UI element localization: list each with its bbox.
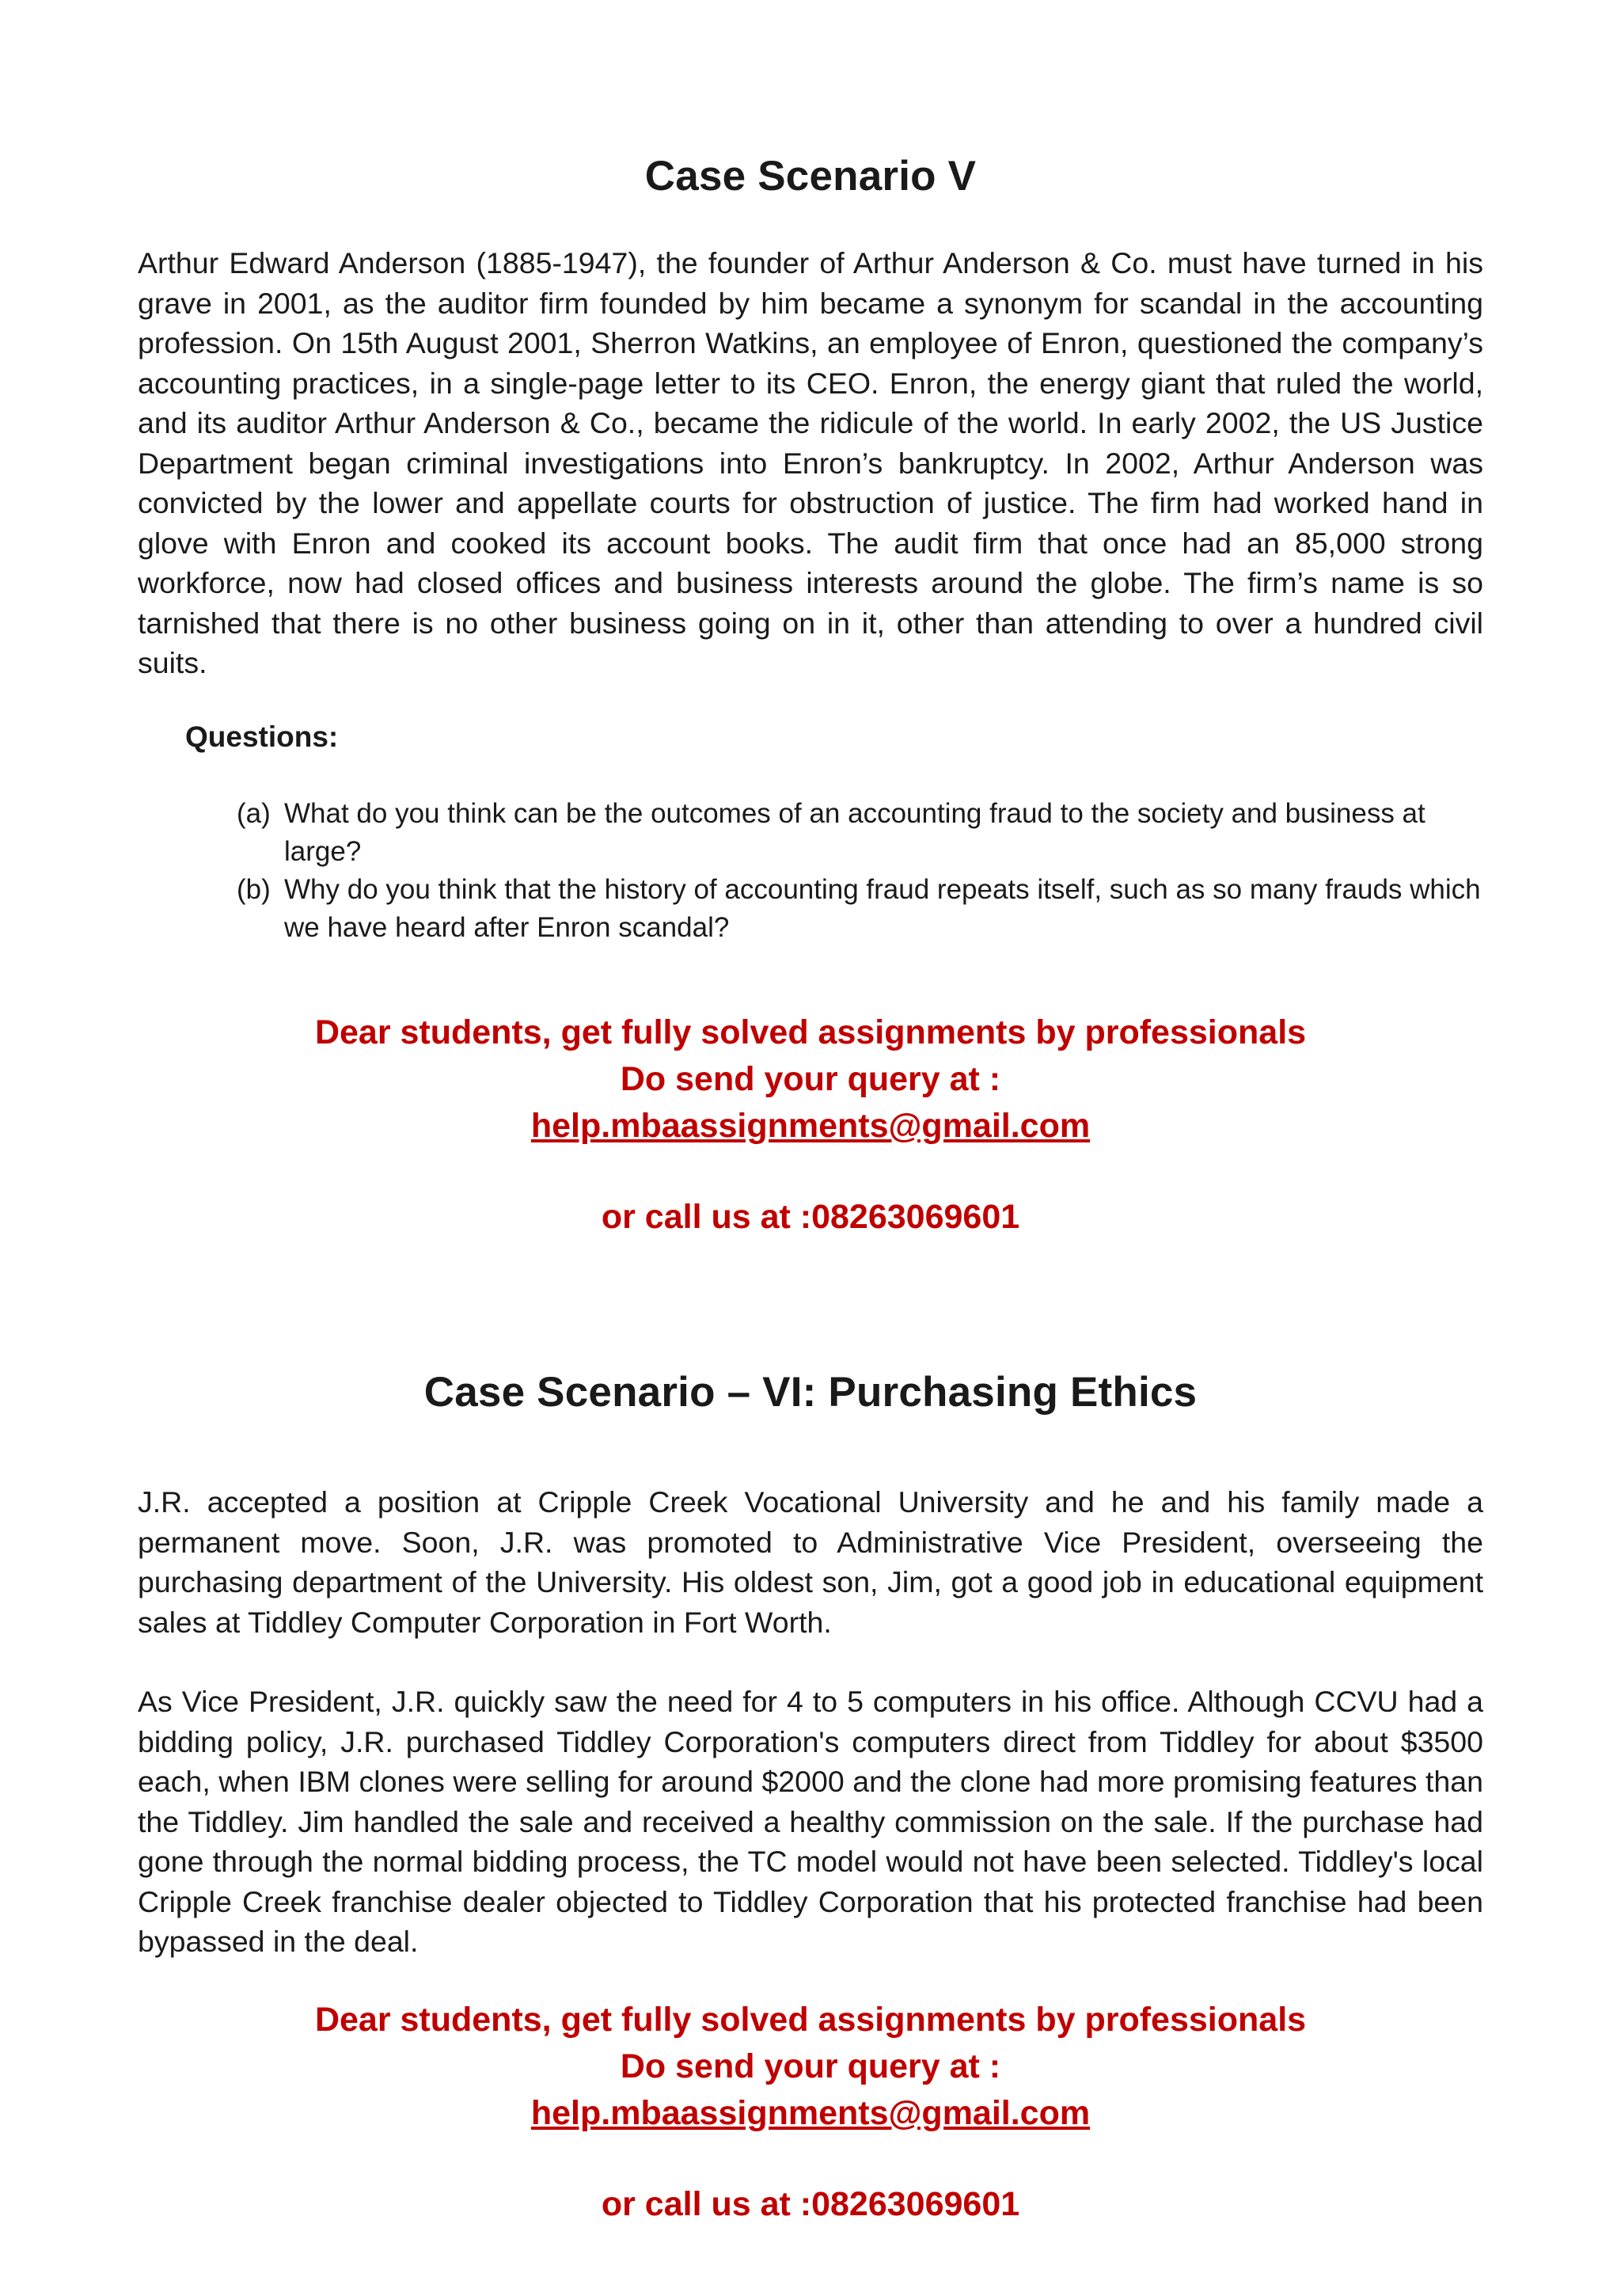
question-item-b (138, 871, 1483, 947)
promo-email-link[interactable]: help.mbaassignments@gmail.com (530, 2094, 1091, 2132)
case-scenario-vi-title: Case Scenario – VI: Purchasing Ethics (423, 1369, 1198, 1416)
case-scenario-vi-paragraph-2: As Vice President, J.R. quickly saw the need for 4 to 5 computers in his office. Although CCVU had a bidding policy, J.R. purchased Tiddley Corporation's computers direct from Tiddley for about $3500 each, when IBM clones were selling for around $2000 and the clone had more promising features than the Tiddley. Jim handled the sale and received a healthy commission on the sale. If the purchase had gone through the normal bidding process, the TC model would not have been selected. Tiddley's local Cripple Creek franchise dealer objected to Tiddley Corporation that his protected franchise had been bypassed in the deal. (138, 1685, 1483, 1958)
promo-query-text: Do send your query at : (620, 1060, 1001, 1098)
promo-headline: Dear students, get fully solved assignments by professionals (314, 2001, 1307, 2039)
promo-query-text: Do send your query at : (620, 2047, 1001, 2085)
question-text: What do you think can be the outcomes of an accounting fraud to the society and business at large? (284, 798, 1425, 867)
question-item-a (138, 795, 1483, 871)
promo-phone-text: or call us at :08263069601 (601, 2185, 1020, 2223)
question-marker: (a) (237, 798, 271, 829)
promo-headline: Dear students, get fully solved assignments by professionals (314, 1013, 1307, 1051)
questions-list (138, 795, 1483, 947)
case-scenario-vi-paragraph-1: J.R. accepted a position at Cripple Creek Vocational University and he and his family made a permanent move. Soon, J.R. was promoted to Administrative Vice President, overseeing the purchasing department of the University. His oldest son, Jim, got a good job in educational equipment sales at Tiddley Computer Corporation in Fort Worth. (138, 1485, 1483, 1639)
promo-block-2 (138, 1997, 1483, 2228)
case-scenario-v-title: Case Scenario V (644, 153, 977, 200)
question-text: Why do you think that the history of accounting fraud repeats itself, such as so many frauds which we have heard after Enron scandal? (284, 874, 1481, 943)
promo-block-1 (138, 1009, 1483, 1241)
questions-heading: Questions: (185, 720, 339, 753)
question-marker: (b) (237, 874, 271, 905)
promo-email-link[interactable]: help.mbaassignments@gmail.com (530, 1107, 1091, 1145)
promo-phone-text: or call us at :08263069601 (601, 1198, 1020, 1236)
case-scenario-v-paragraph: Arthur Edward Anderson (1885-1947), the founder of Arthur Anderson & Co. must have turned in his grave in 2001, as the auditor firm founded by him became a synonym for scandal in the accounting profession. On 15th August 2001, Sherron Watkins, an employee of Enron, questioned the company’s accounting practices, in a single-page letter to its CEO. Enron, the energy giant that ruled the world, and its auditor Arthur Anderson & Co., became the ridicule of the world. In early 2002, the US Justice Department began criminal investigations into Enron’s bankruptcy. In 2002, Arthur Anderson was convicted by the lower and appellate courts for obstruction of justice. The firm had worked hand in glove with Enron and cooked its account books. The audit firm that once had an 85,000 strong workforce, now had closed offices and business interests around the globe. The firm’s name is so tarnished that there is no other business going on in it, other than attending to over a hundred civil suits. (138, 246, 1483, 679)
